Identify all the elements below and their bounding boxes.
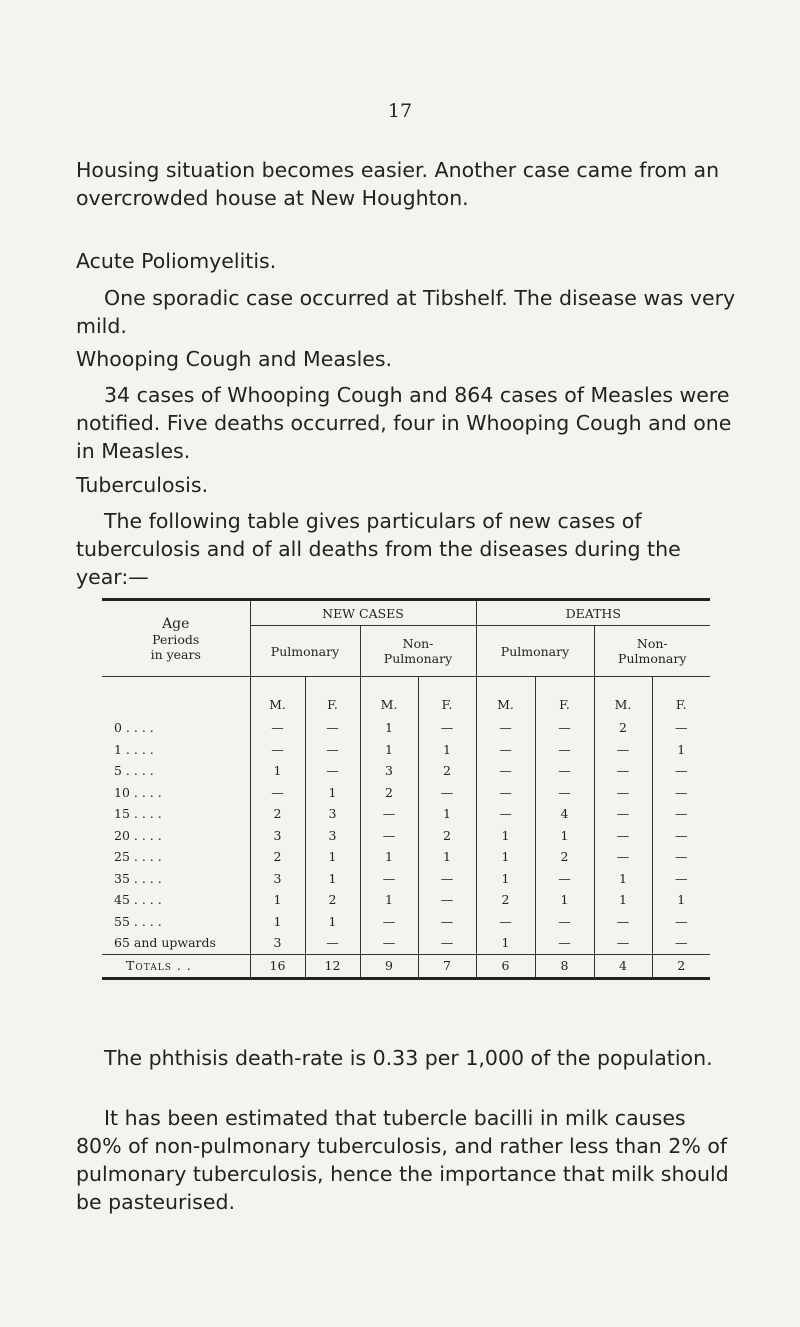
paragraph-milk: It has been estimated that tubercle bacilli in milk causes 80% of non-pulmonary tuberculosis, and rather less than 2% of pulmonary tuberculosis, hence the importance that milk should be pasteurised. — [76, 1106, 729, 1214]
table-cell: 2 — [360, 782, 418, 804]
age-period-label: 35 . . . . — [114, 870, 162, 886]
table-row — [102, 825, 710, 847]
heading-poliomyelitis: Acute Poliomyelitis. — [76, 249, 277, 273]
table-cell: — — [594, 911, 652, 933]
page-number: 17 — [387, 100, 413, 122]
table-row — [102, 782, 710, 804]
table-cell: 6 — [476, 954, 535, 978]
table-cell: — — [305, 932, 360, 954]
age-period-label: 45 . . . . — [114, 892, 162, 908]
sex-header-f: F. — [418, 677, 476, 718]
table-cell: — — [535, 868, 594, 890]
table-row — [102, 889, 710, 911]
table-cell: 1 — [535, 889, 594, 911]
age-period-label: 15 . . . . — [114, 806, 162, 822]
table-cell: 2 — [418, 825, 476, 847]
table-cell: — — [360, 803, 418, 825]
sex-header-f: F. — [305, 677, 360, 718]
table-cell: 3 — [250, 932, 305, 954]
table-cell: — — [535, 760, 594, 782]
table-cell: — — [305, 717, 360, 739]
table-cell: — — [652, 846, 710, 868]
table-cell: 1 — [360, 739, 418, 761]
table-cell: 3 — [250, 868, 305, 890]
heading-whooping-cough-measles: Whooping Cough and Measles. — [76, 347, 393, 371]
table-cell: 2 — [535, 846, 594, 868]
table-cell: — — [594, 803, 652, 825]
table-cell: — — [418, 717, 476, 739]
age-period-label: 25 . . . . — [114, 849, 162, 865]
sex-header-blank — [102, 677, 250, 718]
table-row — [102, 717, 710, 739]
table-cell: 1 — [360, 889, 418, 911]
table-cell: 1 — [418, 739, 476, 761]
table-cell: — — [418, 889, 476, 911]
table-cell: — — [476, 911, 535, 933]
table-cell: — — [535, 932, 594, 954]
table-row — [102, 803, 710, 825]
table-cell: 1 — [652, 889, 710, 911]
table-cell: — — [594, 846, 652, 868]
table-cell: 1 — [250, 760, 305, 782]
table-cell: — — [418, 782, 476, 804]
table-cell: — — [360, 911, 418, 933]
table-cell: 12 — [305, 954, 360, 978]
table-cell: 1 — [250, 911, 305, 933]
table-cell: — — [476, 760, 535, 782]
table-cell: 8 — [535, 954, 594, 978]
tuberculosis-table — [102, 598, 710, 980]
age-period-label: 10 . . . . — [114, 784, 162, 800]
paragraph-death-rate: The phthisis death-rate is 0.33 per 1,000 of the population. — [104, 1046, 713, 1070]
sex-header-m: M. — [250, 677, 305, 718]
table-cell: — — [476, 739, 535, 761]
age-period-label: 1 . . . . — [114, 741, 154, 757]
new-pulmonary-header: Pulmonary — [250, 626, 360, 677]
deaths-pulmonary-header: Pulmonary — [476, 626, 594, 677]
table-cell: — — [476, 803, 535, 825]
table-cell: — — [360, 868, 418, 890]
table-cell: — — [652, 868, 710, 890]
table-cell: — — [594, 782, 652, 804]
table-cell: 2 — [652, 954, 710, 978]
table-cell: 4 — [594, 954, 652, 978]
table-cell: — — [652, 803, 710, 825]
table-cell: 2 — [305, 889, 360, 911]
sex-header-m: M. — [476, 677, 535, 718]
table-cell: 2 — [250, 846, 305, 868]
deaths-non-pulmonary-header: Non- Pulmonary — [594, 626, 710, 677]
new-cases-header: NEW CASES — [250, 600, 476, 626]
age-period-label: 65 and upwards — [114, 935, 216, 951]
table-cell: 1 — [305, 846, 360, 868]
table-cell: 1 — [418, 803, 476, 825]
table-cell: — — [250, 717, 305, 739]
age-period-label: 0 . . . . — [114, 720, 154, 736]
table-cell: — — [535, 739, 594, 761]
sex-header-f: F. — [535, 677, 594, 718]
table-row — [102, 911, 710, 933]
table-cell: — — [594, 760, 652, 782]
table-cell: — — [652, 760, 710, 782]
age-periods-header: Age Periods in years — [102, 600, 250, 677]
table-cell: — — [535, 911, 594, 933]
table-cell: 3 — [250, 825, 305, 847]
table-cell: 1 — [476, 868, 535, 890]
paragraph-table-intro: The following table gives particulars of new cases of tuberculosis and of all deaths from the diseases during the year:— — [76, 509, 681, 589]
table-cell: — — [305, 760, 360, 782]
age-period-label: 5 . . . . — [114, 763, 154, 779]
table-row — [102, 739, 710, 761]
totals-row — [102, 954, 710, 978]
table-row — [102, 846, 710, 868]
table-cell: — — [594, 825, 652, 847]
table-cell: 2 — [594, 717, 652, 739]
table-cell: 3 — [360, 760, 418, 782]
table-cell: 1 — [652, 739, 710, 761]
table-cell: — — [476, 717, 535, 739]
table-cell: 1 — [476, 825, 535, 847]
heading-tuberculosis: Tuberculosis. — [76, 473, 209, 497]
table-cell: — — [652, 782, 710, 804]
table-cell: 1 — [418, 846, 476, 868]
table-cell: — — [476, 782, 535, 804]
paragraph-housing: Housing situation becomes easier. Another case came from an overcrowded house at New Houghton. — [76, 158, 720, 210]
table-cell: 2 — [418, 760, 476, 782]
table-cell: 1 — [305, 782, 360, 804]
table-cell: — — [250, 782, 305, 804]
table-cell: 1 — [360, 846, 418, 868]
table-cell: 2 — [250, 803, 305, 825]
table-row — [102, 760, 710, 782]
table-cell: 1 — [535, 825, 594, 847]
table-cell: — — [594, 932, 652, 954]
table-cell: 3 — [305, 803, 360, 825]
deaths-header: DEATHS — [476, 600, 710, 626]
table-cell: — — [418, 868, 476, 890]
table-cell: — — [305, 739, 360, 761]
age-period-label: 55 . . . . — [114, 913, 162, 929]
table-cell: 2 — [476, 889, 535, 911]
table-cell: — — [360, 932, 418, 954]
paragraph-whooping-cough-measles: 34 cases of Whooping Cough and 864 cases of Measles were notified. Five deaths occurred, four in Whooping Cough and one in Measles. — [76, 383, 732, 463]
table-cell: — — [418, 932, 476, 954]
sex-header-f: F. — [652, 677, 710, 718]
table-cell: — — [418, 911, 476, 933]
table-cell: — — [250, 739, 305, 761]
table-cell: 1 — [594, 868, 652, 890]
table-cell: 1 — [360, 717, 418, 739]
table-cell: 16 — [250, 954, 305, 978]
table-cell: — — [535, 782, 594, 804]
table-cell: — — [652, 825, 710, 847]
paragraph-poliomyelitis: One sporadic case occurred at Tibshelf. The disease was very mild. — [76, 286, 736, 338]
table-cell: 1 — [305, 911, 360, 933]
table-cell: — — [360, 825, 418, 847]
table-cell: — — [652, 911, 710, 933]
sex-header-m: M. — [360, 677, 418, 718]
table-row — [102, 868, 710, 890]
new-non-pulmonary-header: Non- Pulmonary — [360, 626, 476, 677]
table-cell: 4 — [535, 803, 594, 825]
table-cell: — — [535, 717, 594, 739]
totals-label: Totals . . — [102, 954, 250, 978]
sex-header-m: M. — [594, 677, 652, 718]
table-cell: — — [652, 717, 710, 739]
table-cell: 3 — [305, 825, 360, 847]
table-row — [102, 932, 710, 954]
table-cell: 1 — [476, 846, 535, 868]
table-cell: — — [594, 739, 652, 761]
table-cell: 7 — [418, 954, 476, 978]
age-period-label: 20 . . . . — [114, 827, 162, 843]
table-cell: 1 — [594, 889, 652, 911]
table-cell: 1 — [250, 889, 305, 911]
table-cell: 1 — [476, 932, 535, 954]
table-cell: 1 — [305, 868, 360, 890]
table-cell: — — [652, 932, 710, 954]
table-cell: 9 — [360, 954, 418, 978]
